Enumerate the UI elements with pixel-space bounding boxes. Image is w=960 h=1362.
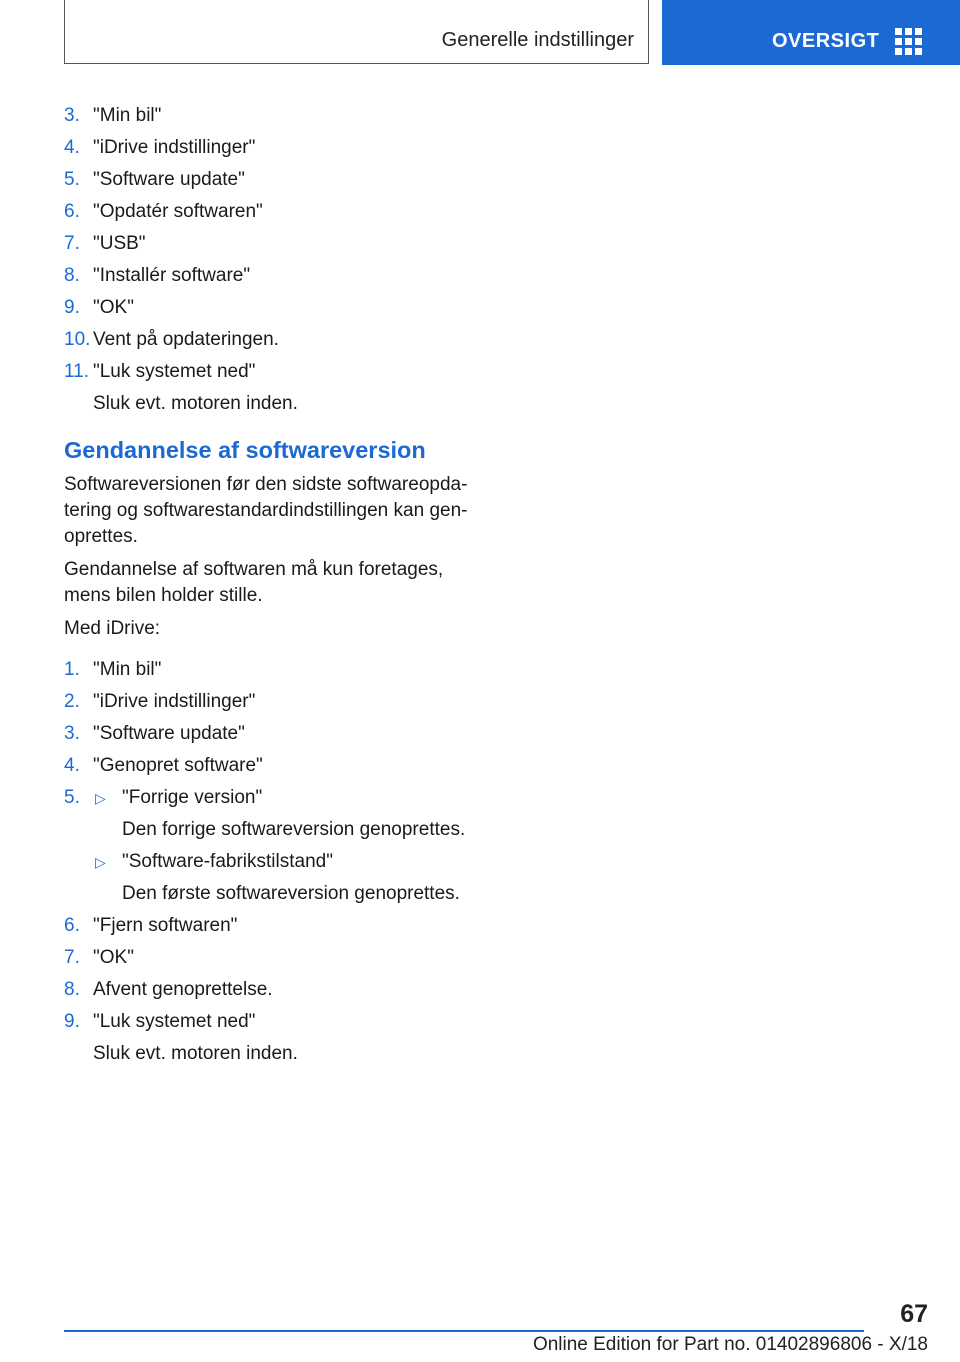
triangle-bullet-icon: ▷ <box>95 854 106 870</box>
list-item <box>64 164 484 196</box>
step-number: 5. <box>64 787 80 808</box>
option-item <box>93 782 484 846</box>
warning-paragraph: Gendannelse af softwaren må kun foretages, mens bilen holder stille. <box>64 559 444 606</box>
step-text: "iDrive indstillinger" <box>93 691 256 712</box>
list-item <box>64 782 484 910</box>
section-heading: Gendannelse af softwareversion <box>64 437 426 463</box>
option-note: Den første softwareversion genoprettes. <box>122 883 460 904</box>
list-item <box>64 942 484 974</box>
list-item <box>64 718 484 750</box>
list-item <box>64 750 484 782</box>
list-item <box>64 132 484 164</box>
step-text: Afvent genoprettelse. <box>93 979 273 1000</box>
step-text: "Software update" <box>93 169 245 190</box>
list-item <box>64 974 484 1006</box>
list-item <box>64 910 484 942</box>
footer-divider <box>64 1330 864 1332</box>
step-text: "OK" <box>93 947 134 968</box>
idrive-label: Med iDrive: <box>64 618 161 639</box>
list-item <box>64 228 484 260</box>
step-number: 7. <box>64 947 80 968</box>
option-text: "Forrige version" <box>122 787 263 808</box>
page-number: 67 <box>900 1300 928 1328</box>
step-text: "OK" <box>93 297 134 318</box>
list-item <box>64 196 484 228</box>
step-text: "Luk systemet ned" <box>93 361 256 382</box>
list-item <box>64 100 484 132</box>
option-note: Den forrige softwareversion genoprettes. <box>122 819 466 840</box>
step-text: "Min bil" <box>93 105 162 126</box>
step-number: 4. <box>64 137 80 158</box>
step-note: Sluk evt. motoren inden. <box>93 1043 298 1064</box>
step-text: "USB" <box>93 233 146 254</box>
step-text: "iDrive indstillinger" <box>93 137 256 158</box>
overview-button[interactable] <box>662 0 960 65</box>
step-text: "Software update" <box>93 723 245 744</box>
edition-info: Online Edition for Part no. 01402896806 - X/18 <box>532 1334 928 1355</box>
list-item <box>64 324 484 356</box>
step-text: "Opdatér softwaren" <box>93 201 263 222</box>
step-number: 10. <box>64 329 91 350</box>
step-text: "Min bil" <box>93 659 162 680</box>
step-text: Vent på opdateringen. <box>93 329 279 350</box>
step-number: 11. <box>64 361 90 382</box>
step-number: 3. <box>64 105 80 126</box>
step-text: "Luk systemet ned" <box>93 1011 256 1032</box>
step-number: 9. <box>64 1011 80 1032</box>
header-section-tab <box>64 0 649 64</box>
step-number: 1. <box>64 659 80 680</box>
page-content <box>64 100 484 1070</box>
step-number: 9. <box>64 297 80 318</box>
grid-icon <box>895 28 922 55</box>
triangle-bullet-icon: ▷ <box>95 790 106 806</box>
list-item <box>64 686 484 718</box>
step-note: Sluk evt. motoren inden. <box>93 393 298 414</box>
step-number: 8. <box>64 265 80 286</box>
list-item <box>64 356 484 420</box>
overview-label: OVERSIGT <box>772 30 880 52</box>
step-text: "Fjern softwaren" <box>93 915 238 936</box>
list-item <box>64 292 484 324</box>
list-item <box>64 654 484 686</box>
step-number: 4. <box>64 755 80 776</box>
step-number: 6. <box>64 915 80 936</box>
list-item <box>64 260 484 292</box>
option-text: "Software-fabrikstilstand" <box>122 851 333 872</box>
list-item <box>64 1006 484 1070</box>
option-item <box>93 846 484 910</box>
step-number: 7. <box>64 233 80 254</box>
step-list-update <box>64 100 484 420</box>
step-text: "Genopret software" <box>93 755 263 776</box>
step-number: 8. <box>64 979 80 1000</box>
option-list <box>93 782 484 910</box>
step-number: 3. <box>64 723 80 744</box>
step-number: 2. <box>64 691 80 712</box>
step-text: "Installér software" <box>93 265 251 286</box>
step-list-restore <box>64 654 484 1070</box>
section-title: Generelle indstillinger <box>441 29 634 51</box>
step-number: 6. <box>64 201 80 222</box>
intro-paragraph: Softwareversionen før den sidste softwareopdatering og softwarestandardindstillingen kan genoprettes. <box>64 474 468 547</box>
step-number: 5. <box>64 169 80 190</box>
